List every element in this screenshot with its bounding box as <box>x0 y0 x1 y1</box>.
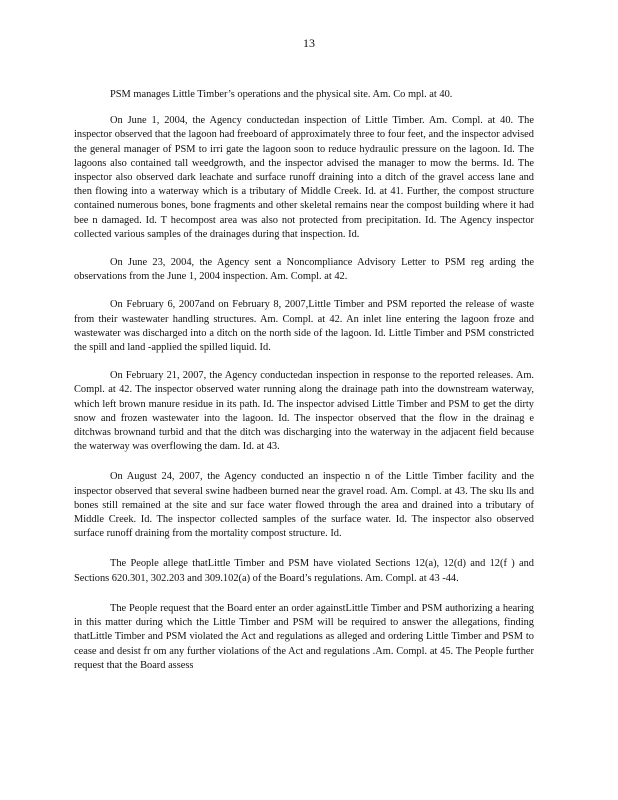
paragraph: On June 23, 2004, the Agency sent a Noncompliance Advisory Letter to PSM reg arding the observations from the June 1, 2004 inspection. Am. Compl. at 42. <box>74 257 534 283</box>
paragraph: On February 21, 2007, the Agency conductedan inspection in response to the reported releases. Am. Compl. at 42. The inspector observed water running along the drainage path into the downstream waterway, which left brown manure residue in its path. Id. The inspector advised Little Timber and PSM to get the dirty snow and frozen wastewater into the lagoon. Id. The inspector observed that the flow in the drainag e ditchwas brownand turbid and that the ditch was discharging into the waterway in the adjacent field because the waterway was overflowing the dam. Id. at 43. <box>74 370 534 453</box>
paragraph: On June 1, 2004, the Agency conductedan inspection of Little Timber. Am. Compl. at 40. The inspector observed that the lagoon had freeboard of approximately three to four feet, and the inspector advised the general manager of PSM to irri gate the lagoon soon to reduce hydraulic pressure on the lagoon. Id. The lagoons also contained tall weedgrowth, and the inspector advised the manager to mow the berms. Id. The inspector also observed dark leachate and surface runoff draining into a ditch of the gravel access lane and then flowing into a waterway which is a tributary of Middle Creek. Id. at 41. Further, the compost structure contained numerous bones, bone fragments and other skeletal remains near the compost building where it had bee n damaged. Id. T hecompost area was also not protected from precipitation. Id. The Agency inspector collected various samples of the drainages during that inspection. Id. <box>74 115 534 240</box>
paragraph: The People request that the Board enter an order againstLittle Timber and PSM authorizing a hearing in this matter during which the Little Timber and PSM will be required to answer the allegations, finding thatLittle Timber and PSM violated the Act and regulations as alleged and ordering Little Timber and PSM to cease and desist fr om any further violations of the Act and regulations .Am. Compl. at 45. The People further request that the Board assess <box>74 602 534 671</box>
page-number: 13 <box>303 36 315 50</box>
paragraph: On August 24, 2007, the Agency conducted an inspectio n of the Little Timber facility and the inspector observed that several swine hadbeen burned near the gravel road. Am. Compl. at 43. The sku lls and bones still remained at the site and sur face water flowed through the area and drained into a tributary of Middle Creek. Id. The inspector collected samples of the surface water. Id. The inspector also observed surface runoff draining from the mortality compost structure. Id. <box>74 471 534 540</box>
document-body <box>74 88 534 687</box>
paragraph: On February 6, 2007and on February 8, 2007,Little Timber and PSM reported the release of waste from their wastewater handling structures. Am. Compl. at 42. An inlet line entering the lagoon froze and wastewater was discharged into a ditch on the north side of the lagoon. Id. Little Timber and PSM constricted the spill and land -applied the spilled liquid. Id. <box>74 299 534 354</box>
paragraph: PSM manages Little Timber’s operations and the physical site. Am. Co mpl. at 40. <box>110 89 453 100</box>
paragraph: The People allege thatLittle Timber and PSM have violated Sections 12(a), 12(d) and 12(f ) and Sections 620.301, 302.203 and 309.102(a) of the Board’s regulations. Am. Compl. at 43 -44. <box>74 558 534 584</box>
